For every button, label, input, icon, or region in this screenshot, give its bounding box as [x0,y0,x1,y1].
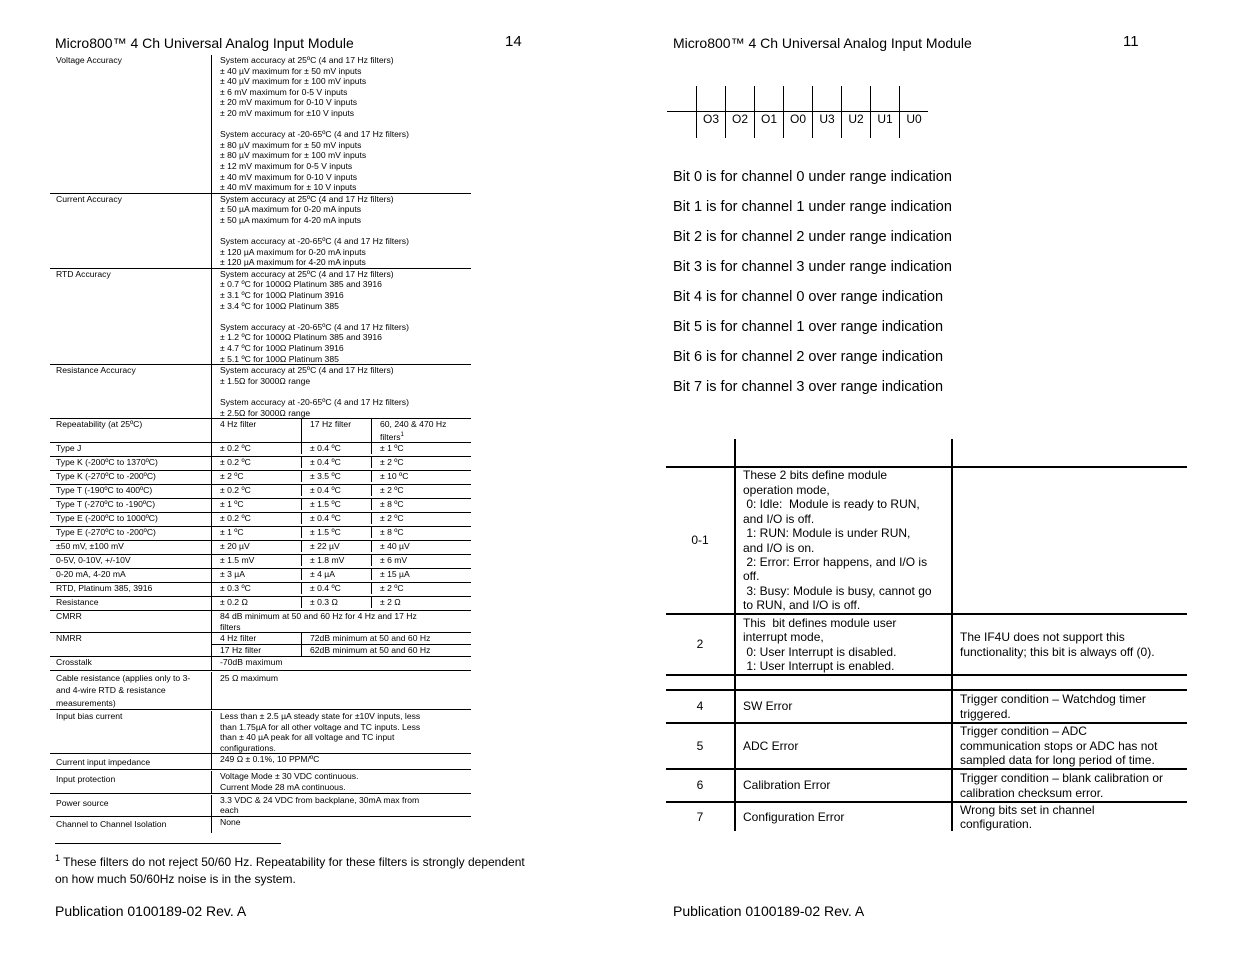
status-description [736,803,953,831]
spec-line: ± 12 mV maximum for 0-5 V inputs [220,160,353,171]
spec-line: System accuracy at -20-65ºC (4 and 17 Hz filters) [220,236,409,247]
spec-row-input-bias [50,710,471,754]
status-description-line: to RUN, and I/O is off. [743,598,861,613]
value-4hz: ± 20 µV [212,541,302,552]
status-description-line: operation mode, [743,482,830,497]
bit-description: Bit 4 is for channel 0 over range indication [673,289,944,305]
spec-label: Type T (-270ºC to -190ºC) [50,499,212,512]
spec-label: Input protection [50,771,212,792]
spec-label: Channel to Channel Isolation [50,817,212,833]
status-note-line: Trigger condition – ADC [960,724,1087,739]
spec-label: Input bias current [50,711,212,753]
value-17hz: ± 22 µV [302,541,372,552]
status-bit: 6 [666,770,736,801]
spec-row-channel-isolation [50,817,471,833]
spec-line: ± 3.4 ºC for 100Ω Platinum 385 [220,300,339,311]
value-4hz: ± 1.5 mV [212,555,302,566]
spec-line: Current Mode 28 mA continuous. [220,782,346,793]
footnote-line: These filters do not reject 50/60 Hz. Repeatability for these filters is strongly dependent [60,855,525,869]
status-description-line: 0: Idle: Module is ready to RUN, [743,497,920,512]
value-60hz: ± 2 ºC [380,457,404,468]
status-description-line: These 2 bits define module [743,468,888,483]
status-note [953,724,1187,768]
spec-row-nmrr [50,633,471,656]
repeatability-row [50,569,471,583]
spec-label: Type K (-200ºC to 1370ºC) [50,457,212,470]
spec-line: ± 1.5Ω for 3000Ω range [220,375,311,386]
repeatability-row [50,583,471,597]
status-bit [666,676,736,689]
repeatability-values [212,457,471,468]
spec-line: System accuracy at -20-65ºC (4 and 17 Hz filters) [220,321,409,332]
spec-line: ± 2.5Ω for 3000Ω range [220,407,311,418]
value-17hz: ± 1.8 mV [302,555,372,566]
value-17hz: ± 1.5 ºC [302,499,372,510]
repeatability-row [50,485,471,499]
status-note-line: The IF4U does not support this [960,630,1125,645]
status-description-line: SW Error [743,699,793,714]
bit-description: Bit 1 is for channel 1 under range indication [673,199,952,215]
value-60hz: ± 10 ºC [380,471,409,482]
bit-description: Bit 6 is for channel 2 over range indication [673,349,944,365]
status-description-line: off. [743,569,760,584]
value-4hz: ± 2 ºC [212,471,302,482]
bit-cell [696,86,725,138]
status-note-line: Trigger condition – Watchdog timer [960,692,1146,707]
status-description [736,676,953,689]
value-17hz: ± 0.4 ºC [302,443,372,454]
spec-line: than 1.75µA for all other voltage and TC inputs. Less [220,721,421,732]
spec-line: ± 50 µA maximum for 0-20 mA inputs [220,204,362,215]
bit-label: O1 [760,112,777,126]
spec-line: System accuracy at 25ºC (4 and 17 Hz filters) [220,55,394,65]
value-17hz: ± 4 µA [302,569,372,580]
spec-value [212,597,471,610]
spec-line: System accuracy at -20-65ºC (4 and 17 Hz filters) [220,397,409,407]
right-page [617,0,1235,954]
status-bit: 5 [666,724,736,768]
nmrr-value: 62dB minimum at 50 and 60 Hz [310,645,431,656]
status-description-line: Configuration Error [743,809,845,824]
spec-line: ± 5.1 ºC for 100Ω Platinum 385 [220,353,339,364]
status-bit: 2 [666,615,736,674]
spec-value [212,471,471,484]
repeatability-row [50,471,471,485]
specifications-table [50,55,471,833]
status-description-line: This bit defines module user [743,615,897,630]
value-4hz: ± 1 ºC [212,499,302,510]
value-17hz: ± 0.4 ºC [302,457,372,468]
spec-label: Voltage Accuracy [50,55,212,193]
spec-value [212,419,471,442]
page-header-title: Micro800™ 4 Ch Universal Analog Input Module [673,35,972,51]
repeatability-row [50,513,471,527]
status-description [736,691,953,722]
bit-label: O2 [731,112,748,126]
bit-label: U1 [877,112,893,126]
status-row [666,724,1187,770]
spec-line: than ± 40 µA peak for all voltage and TC input [220,732,395,743]
repeatability-values [212,555,471,566]
status-description-line: ADC Error [743,738,799,753]
page-footer: Publication 0100189-02 Rev. A [55,903,247,919]
value-17hz: ± 3.5 ºC [302,471,372,482]
status-bit: 4 [666,691,736,722]
status-row [666,676,1187,691]
spec-line: System accuracy at 25ºC (4 and 17 Hz filters) [220,268,394,279]
bit-cell [899,86,928,138]
spec-label: 0-5V, 0-10V, +/-10V [50,555,212,568]
repeatability-values [212,597,471,608]
spec-line: ± 50 µA maximum for 4-20 mA inputs [220,214,362,225]
status-description [736,468,953,613]
spec-line: filters [220,621,241,632]
bit-cell [812,86,841,138]
spec-value [212,513,471,526]
spec-line: ± 1.2 ºC for 1000Ω Platinum 385 and 3916 [220,332,382,343]
value-60hz: ± 1 ºC [380,443,404,454]
status-row [666,468,1187,615]
footnote-number: 1 [55,853,61,863]
spec-line: ± 20 mV maximum for ±10 V inputs [220,107,355,118]
bit-cell [870,86,899,138]
spec-value [212,711,471,753]
nmrr-filter: 17 Hz filter [212,645,302,656]
spec-value: 249 Ω ± 0.1%, 10 PPM/ºC [220,754,320,765]
repeatability-values [212,485,471,496]
header-60hz-line2: filters [380,431,401,442]
spec-row-rtd-accuracy [50,269,471,365]
value-4hz: ± 0.2 ºC [212,457,302,468]
spec-value [212,499,471,512]
repeatability-header [212,419,471,442]
status-note [953,615,1187,674]
spec-value [212,611,471,632]
status-bit: 0-1 [666,468,736,613]
bit-description: Bit 3 is for channel 3 under range indication [673,259,952,275]
spec-line: System accuracy at -20-65ºC (4 and 17 Hz filters) [220,129,409,140]
spec-line: ± 0.7 ºC for 1000Ω Platinum 385 and 3916 [220,279,382,290]
value-4hz: ± 0.2 ºC [212,443,302,454]
spec-label: NMRR [50,633,212,655]
spec-row-cmrr [50,611,471,633]
status-description [736,724,953,768]
status-description-line: interrupt mode, [743,630,824,645]
spec-row-repeatability-header [50,419,471,443]
left-page [0,0,617,954]
status-bits-table [666,439,1187,831]
status-description [736,615,953,674]
repeatability-row [50,457,471,471]
value-60hz: ± 40 µV [380,541,410,552]
spec-line: ± 120 µA maximum for 0-20 mA inputs [220,246,366,257]
status-description-line: and I/O is on. [743,540,815,555]
value-60hz: ± 8 ºC [380,527,404,538]
spec-value [212,269,471,364]
spec-value [212,569,471,582]
value-60hz: ± 2 ºC [380,485,404,496]
status-note [953,770,1187,801]
spec-line: each [220,805,239,816]
spec-value [212,457,471,470]
spec-label: Repeatability (at 25ºC) [50,419,212,442]
spec-line: ± 20 mV maximum for 0-10 V inputs [220,97,358,108]
spec-value [212,583,471,596]
spec-row-current-accuracy [50,194,471,269]
repeatability-row [50,527,471,541]
status-description-line: 0: User Interrupt is disabled. [743,644,897,659]
footnote [55,850,575,888]
status-bit: 7 [666,803,736,831]
spec-line: ± 4.7 ºC for 100Ω Platinum 3916 [220,343,344,354]
spec-line: ± 80 µV maximum for ± 100 mV inputs [220,150,367,161]
nmrr-row [212,633,471,645]
spec-value [212,365,471,418]
spec-value [212,795,471,816]
value-4hz: ± 0.2 ºC [212,513,302,524]
repeatability-values [212,583,471,594]
repeatability-values [212,513,471,524]
repeatability-row [50,499,471,513]
footnote-rule [55,843,281,844]
status-row [666,803,1187,831]
value-60hz: ± 2 ºC [380,583,404,594]
spec-row-crosstalk [50,657,471,671]
repeatability-values [212,569,471,580]
spec-line: 3.3 VDC & 24 VDC from backplane, 30mA max from [220,794,420,805]
spec-value [212,443,471,456]
status-row [666,615,1187,676]
spec-line: System accuracy at 25ºC (4 and 17 Hz filters) [220,365,394,376]
status-header-row [666,439,1187,468]
spec-line: ± 40 mV maximum for ± 10 V inputs [220,182,357,193]
repeatability-row [50,541,471,555]
repeatability-row [50,443,471,457]
status-description [736,770,953,801]
spec-line: ± 6 mV maximum for 0-5 V inputs [220,86,348,97]
spec-value [212,771,471,792]
bit-label: O3 [702,112,719,126]
bit-cell [725,86,754,138]
repeatability-values [212,541,471,552]
repeatability-row [50,555,471,569]
value-60hz: ± 15 µA [380,569,410,580]
value-17hz: ± 0.4 ºC [302,485,372,496]
bit-label: O0 [789,112,806,126]
spec-label: Power source [50,795,212,816]
nmrr-row [212,645,471,656]
status-note [953,803,1187,831]
status-row [666,770,1187,803]
status-note-line: sampled data for long period of time. [960,753,1155,768]
status-description-line: Calibration Error [743,778,831,793]
status-note-line: Wrong bits set in channel [960,802,1095,817]
spec-line: Less than ± 2.5 µA steady state for ±10V inputs, less [220,711,421,722]
page-number: 14 [505,33,522,50]
spec-row-voltage-accuracy [50,55,471,194]
header-17hz: 17 Hz filter [302,419,372,442]
status-note-line: functionality; this bit is always off (0). [960,644,1155,659]
value-60hz: ± 2 Ω [380,597,401,608]
value-60hz: ± 8 ºC [380,499,404,510]
spec-label: Resistance [50,597,212,610]
status-note-line: calibration checksum error. [960,785,1104,800]
value-17hz: ± 0.4 ºC [302,513,372,524]
value-4hz: ± 3 µA [212,569,302,580]
value-4hz: ± 1 ºC [212,527,302,538]
spec-label: Resistance Accuracy [50,365,212,418]
spec-line: ± 120 µA maximum for 4-20 mA inputs [220,257,366,268]
status-description-line: 1: RUN: Module is under RUN, [743,526,911,541]
value-17hz: ± 0.3 Ω [302,597,372,608]
spec-line: ± 40 µV maximum for ± 100 mV inputs [220,76,367,87]
page-header-title: Micro800™ 4 Ch Universal Analog Input Module [55,35,354,51]
spec-label: RTD Accuracy [50,269,212,364]
spec-label: Current Accuracy [50,194,212,268]
value-4hz: ± 0.2 Ω [212,597,302,608]
spec-line: configurations. [220,742,276,753]
spec-label: 0-20 mA, 4-20 mA [50,569,212,582]
spec-row-input-impedance [50,754,471,770]
status-note-line: Trigger condition – blank calibration or [960,771,1163,786]
bit-label: U0 [906,112,922,126]
nmrr-filter: 4 Hz filter [212,633,302,644]
nmrr-value: 72dB minimum at 50 and 60 Hz [310,633,431,644]
value-17hz: ± 1.5 ºC [302,527,372,538]
repeatability-values [212,443,471,454]
footnote-ref: 1 [400,431,404,438]
header-4hz: 4 Hz filter [212,419,302,442]
spec-label: Type T (-190ºC to 400ºC) [50,485,212,498]
spec-label [50,672,212,710]
footnote-line: on how much 50/60Hz noise is in the system. [55,872,296,886]
status-description-line: 2: Error: Error happens, and I/O is [743,554,928,569]
spec-label: Current input impedance [50,754,212,769]
spec-label: Type K (-270ºC to -200ºC) [50,471,212,484]
spec-row-power-source [50,794,471,817]
spec-value: -70dB maximum [220,656,283,667]
spec-value: None [220,816,241,827]
spec-label: RTD, Platinum 385, 3916 [50,583,212,596]
bit-label: U2 [848,112,864,126]
bit-description: Bit 7 is for channel 3 over range indication [673,379,944,395]
value-17hz: ± 0.4 ºC [302,583,372,594]
status-note-line: communication stops or ADC has not [960,738,1158,753]
status-note [953,468,1187,613]
bit-cell [754,86,783,138]
spec-label: CMRR [50,611,212,632]
spec-line: ± 40 mV maximum for 0-10 V inputs [220,171,358,182]
repeatability-row [50,597,471,611]
bit-description: Bit 5 is for channel 1 over range indication [673,319,944,335]
value-4hz: ± 0.2 ºC [212,485,302,496]
spec-label: ±50 mV, ±100 mV [50,541,212,554]
spec-value [212,555,471,568]
header-60hz [372,419,471,442]
status-description-line: 3: Busy: Module is busy, cannot go [743,583,932,598]
spec-label: Type E (-270ºC to -200ºC) [50,527,212,540]
spec-label-line: Cable resistance (applies only to 3- [56,672,191,683]
spec-label-line: and 4-wire RTD & resistance [56,685,166,696]
value-60hz: ± 2 ºC [380,513,404,524]
spec-line: ± 40 µV maximum for ± 50 mV inputs [220,65,362,76]
page-footer: Publication 0100189-02 Rev. A [673,903,865,919]
spec-row-input-protection [50,770,471,793]
spec-value [212,55,471,193]
spec-line: ± 3.1 ºC for 100Ω Platinum 3916 [220,290,344,301]
spec-line: 84 dB minimum at 50 and 60 Hz for 4 Hz and 17 Hz [220,611,417,622]
status-note-line: triggered. [960,706,1011,721]
bit-label: U3 [819,112,835,126]
repeatability-values [212,527,471,538]
header-cell [736,439,953,466]
value-4hz: ± 0.3 ºC [212,583,302,594]
repeatability-values [212,471,471,482]
bit-cell [841,86,870,138]
status-description-line: 1: User Interrupt is enabled. [743,658,895,673]
status-row [666,691,1187,724]
spec-line: System accuracy at 25ºC (4 and 17 Hz filters) [220,193,394,204]
spec-value [212,541,471,554]
header-cell [666,439,736,466]
spec-value [212,527,471,540]
spec-line: Voltage Mode ± 30 VDC continuous. [220,771,359,782]
spec-label: Type E (-200ºC to 1000ºC) [50,513,212,526]
header-60hz-line1: 60, 240 & 470 Hz [380,419,447,430]
spec-label: Crosstalk [50,657,212,670]
repeatability-values [212,499,471,510]
bit-description: Bit 2 is for channel 2 under range indication [673,229,952,245]
value-60hz: ± 6 mV [380,555,408,566]
spec-value [212,194,471,268]
status-note [953,676,1187,689]
header-cell [953,439,1187,466]
page-number: 11 [1123,33,1139,50]
spec-value [212,485,471,498]
spec-label-line: measurements) [56,697,116,708]
spec-value: 25 Ω maximum [220,672,278,683]
spec-label: Type J [50,443,212,456]
spec-line: ± 80 µV maximum for ± 50 mV inputs [220,139,362,150]
spec-value [212,633,471,655]
status-note [953,691,1187,722]
status-note-line: configuration. [960,817,1033,831]
status-description-line: and I/O is off. [743,511,815,526]
bit-description: Bit 0 is for channel 0 under range indication [673,169,952,185]
spec-row-cable-resistance [50,671,471,711]
bit-cell [783,86,812,138]
spec-row-resistance-accuracy [50,365,471,419]
